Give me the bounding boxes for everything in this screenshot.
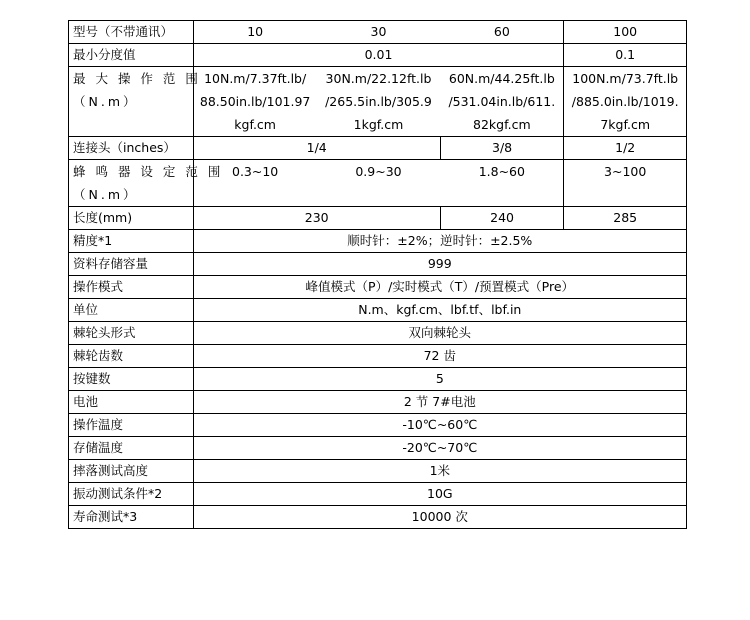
row-buzzer: [69, 160, 687, 207]
storage-temp-value: -20℃~70℃: [193, 437, 686, 460]
row-drop-test: [69, 460, 687, 483]
row-connector: [69, 137, 687, 160]
spec-table: [68, 20, 687, 529]
buzzer-100: 3~100: [564, 160, 687, 207]
accuracy-value: 顺时针：±2%；逆时针：±2.5%: [193, 230, 686, 253]
row-max-range: [69, 67, 687, 137]
row-ratchet-type: [69, 322, 687, 345]
label-life-test: 寿命测试*3: [69, 506, 194, 529]
label-vibration-test: 振动测试条件*2: [69, 483, 194, 506]
label-unit: 单位: [69, 299, 194, 322]
max-range-10: 10N.m/7.37ft.lb/ 88.50in.lb/101.97 kgf.cm: [193, 67, 317, 137]
ratchet-type-value: 双向棘轮头: [193, 322, 686, 345]
buzzer-10: 0.3~10: [193, 160, 317, 207]
row-unit: [69, 299, 687, 322]
row-model: [69, 21, 687, 44]
row-ratchet-teeth: [69, 345, 687, 368]
label-drop-test: 摔落测试高度: [69, 460, 194, 483]
length-long: 285: [564, 207, 687, 230]
label-max-range-line2: （N.m）: [73, 94, 139, 109]
row-vibration-test: [69, 483, 687, 506]
unit-value: N.m、kgf.cm、lbf.tf、lbf.in: [193, 299, 686, 322]
max-range-60: 60N.m/44.25ft.lb /531.04in.lb/611. 82kgf.cm: [440, 67, 564, 137]
label-connector: 连接头（inches）: [69, 137, 194, 160]
label-buttons: 按键数: [69, 368, 194, 391]
min-division-large: 0.1: [564, 44, 687, 67]
label-length: 长度(mm): [69, 207, 194, 230]
row-operating-temp: [69, 414, 687, 437]
row-battery: [69, 391, 687, 414]
model-60: 60: [440, 21, 564, 44]
battery-value: 2 节 7#电池: [193, 391, 686, 414]
length-short: 230: [193, 207, 440, 230]
buzzer-60: 1.8~60: [440, 160, 564, 207]
label-buzzer-line1: 蜂 鸣 器 设 定 范 围: [73, 164, 224, 179]
label-buzzer: [69, 160, 224, 207]
connector-mid: 3/8: [440, 137, 564, 160]
ratchet-teeth-value: 72 齿: [193, 345, 686, 368]
label-storage-capacity: 资料存储容量: [69, 253, 194, 276]
operating-temp-value: -10℃~60℃: [193, 414, 686, 437]
connector-small: 1/4: [193, 137, 440, 160]
row-storage-temp: [69, 437, 687, 460]
label-buzzer-line2: （N.m）: [73, 187, 139, 202]
min-division-small: 0.01: [193, 44, 564, 67]
label-max-range: [69, 67, 201, 137]
label-ratchet-teeth: 棘轮齿数: [69, 345, 194, 368]
model-10: 10: [193, 21, 317, 44]
max-range-30: 30N.m/22.12ft.lb /265.5in.lb/305.9 1kgf.cm: [317, 67, 441, 137]
row-storage-capacity: [69, 253, 687, 276]
label-battery: 电池: [69, 391, 194, 414]
label-min-division: 最小分度值: [69, 44, 194, 67]
row-life-test: [69, 506, 687, 529]
row-operation-mode: [69, 276, 687, 299]
buttons-value: 5: [193, 368, 686, 391]
model-30: 30: [317, 21, 441, 44]
operation-mode-value: 峰值模式（P）/实时模式（T）/预置模式（Pre）: [193, 276, 686, 299]
connector-large: 1/2: [564, 137, 687, 160]
row-length: [69, 207, 687, 230]
label-accuracy: 精度*1: [69, 230, 194, 253]
drop-test-value: 1米: [193, 460, 686, 483]
label-operation-mode: 操作模式: [69, 276, 194, 299]
storage-capacity-value: 999: [193, 253, 686, 276]
label-max-range-line1: 最 大 操 作 范 围: [73, 71, 201, 86]
max-range-100: 100N.m/73.7ft.lb /885.0in.lb/1019. 7kgf.cm: [564, 67, 687, 137]
row-buttons: [69, 368, 687, 391]
vibration-test-value: 10G: [193, 483, 686, 506]
label-operating-temp: 操作温度: [69, 414, 194, 437]
life-test-value: 10000 次: [193, 506, 686, 529]
row-min-division: [69, 44, 687, 67]
label-storage-temp: 存储温度: [69, 437, 194, 460]
label-ratchet-type: 棘轮头形式: [69, 322, 194, 345]
buzzer-30: 0.9~30: [317, 160, 441, 207]
label-model: 型号（不带通讯）: [69, 21, 194, 44]
length-mid: 240: [440, 207, 564, 230]
model-100: 100: [564, 21, 687, 44]
row-accuracy: [69, 230, 687, 253]
